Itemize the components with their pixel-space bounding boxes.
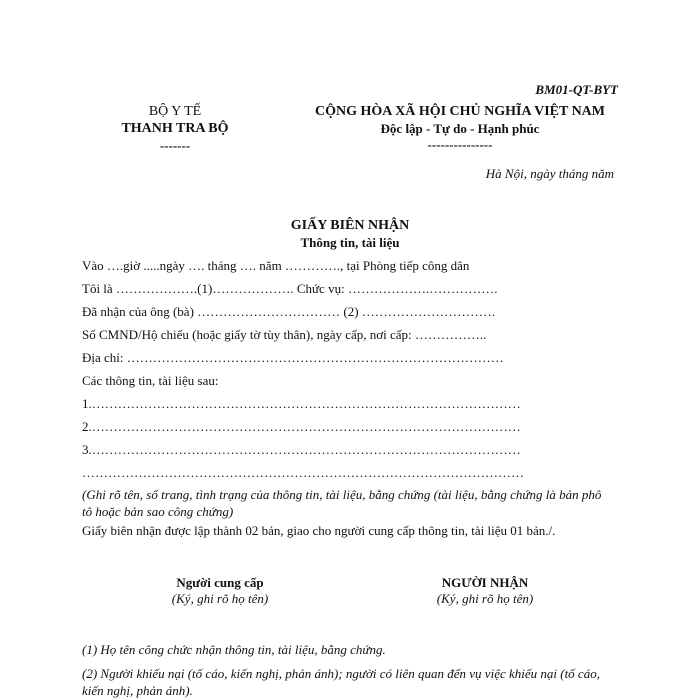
country-name: CỘNG HÒA XÃ HỘI CHỦ NGHĨA VIỆT NAM — [314, 104, 605, 119]
footnote-1: (1) Họ tên công chức nhận thông tin, tài liệu, bằng chứng. — [82, 642, 386, 657]
signature-left-note: (Ký, ghi rõ họ tên) — [171, 591, 269, 606]
body-line-item-1: 1.……………………………………………………………………………………… — [82, 396, 521, 411]
department-name: THANH TRA BỘ — [121, 121, 229, 136]
national-motto: Độc lập - Tự do - Hạnh phúc — [380, 121, 540, 136]
body-line-time: Vào ….giờ .....ngày …. tháng …. năm …………., tại Phòng tiếp công dân — [82, 258, 470, 273]
body-line-provider: Đã nhận của ông (bà) …………………………… (2) …………………………. — [82, 304, 496, 319]
signature-left-title: Người cung cấp — [176, 575, 264, 590]
body-line-item-3: 3.……………………………………………………………………………………… — [82, 442, 521, 457]
signature-right-title: NGƯỜI NHẬN — [441, 575, 529, 590]
body-line-documents-heading: Các thông tin, tài liệu sau: — [82, 373, 219, 388]
footnote-2: (2) Người khiếu nại (tố cáo, kiến nghị, phản ánh); người có liên quan đến vụ việc khiếu nại (tố cáo, kiến nghị, phản ánh). — [82, 666, 600, 698]
header-right-divider: --------------- — [427, 137, 493, 152]
body-line-receiver: Tôi là ……………….(1)………………. Chức vụ: ……………….……………. — [82, 281, 498, 296]
body-line-item-2: 2.……………………………………………………………………………………… — [82, 419, 521, 434]
body-line-address: Địa chỉ: …………………………………………………………………………… — [82, 350, 504, 365]
signature-right-note: (Ký, ghi rõ họ tên) — [436, 591, 534, 606]
body-line-id-card: Số CMND/Hộ chiếu (hoặc giấy tờ tùy thân), ngày cấp, nơi cấp: …………….. — [82, 327, 487, 342]
documents-note: (Ghi rõ tên, số trang, tình trạng của thông tin, tài liệu, bằng chứng (tài liệu, bằng chứng là bản phô tô hoặc bản sao công chứng) — [82, 487, 602, 519]
ministry-name: BỘ Y TẾ — [148, 104, 202, 119]
closing-line: Giấy biên nhận được lập thành 02 bản, giao cho người cung cấp thông tin, tài liệu 01 bản./. — [82, 523, 556, 538]
document-subtitle: Thông tin, tài liệu — [300, 235, 400, 250]
place-date: Hà Nội, ngày tháng năm — [485, 166, 614, 181]
form-code: BM01-QT-BYT — [535, 82, 618, 97]
header-left-divider: ------- — [159, 138, 191, 153]
body-line-item-more: ………………………………………………………………………………………… — [82, 465, 524, 480]
document-title: GIẤY BIÊN NHẬN — [290, 218, 410, 233]
